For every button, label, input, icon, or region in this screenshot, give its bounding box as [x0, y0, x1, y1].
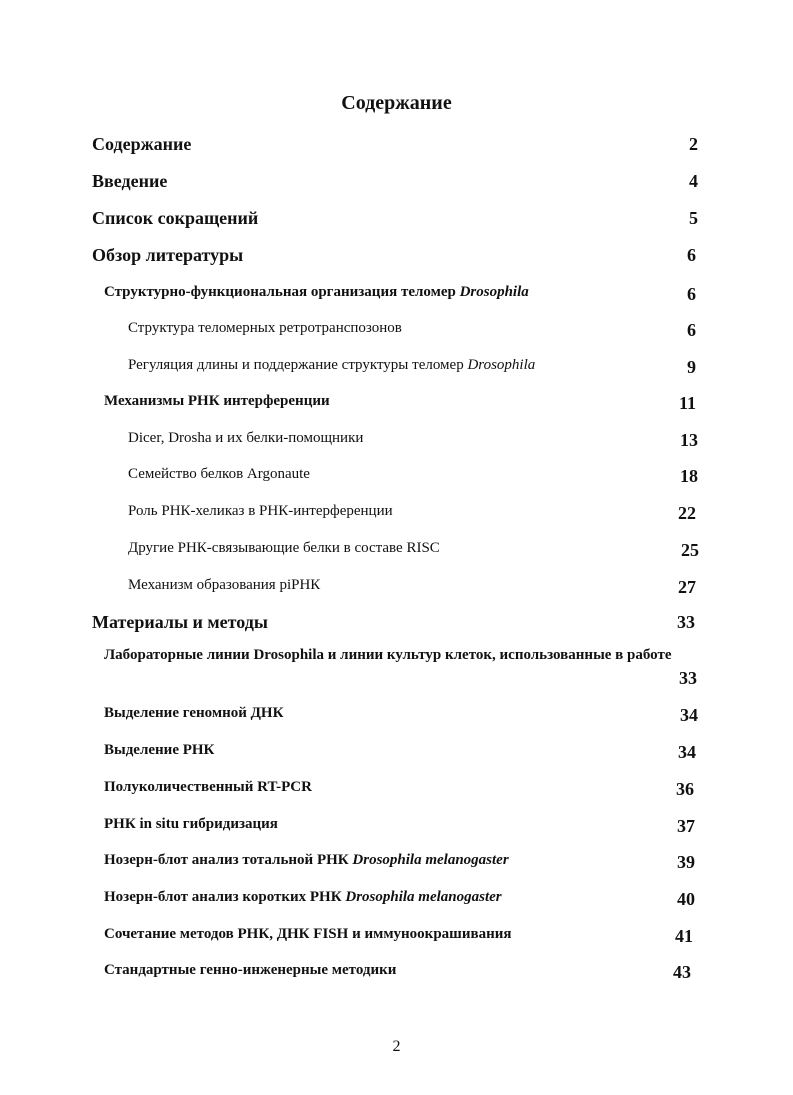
toc-entry-page: 18: [680, 466, 698, 486]
toc-entry-page: 40: [677, 889, 695, 909]
toc-entry-genomic-dna[interactable]: [0, 705, 793, 733]
toc-entry-label: [128, 357, 535, 374]
toc-entry-dicer-drosha[interactable]: [0, 430, 793, 458]
toc-entry-page: 39: [677, 852, 695, 872]
toc-entry-telomere-regulation[interactable]: [0, 357, 793, 385]
toc-entry-label: РНК in situ гибридизация: [104, 816, 278, 832]
toc-entry-rna-isolation[interactable]: [0, 742, 793, 770]
toc-entry-label-italic: Drosophila: [467, 357, 536, 373]
toc-entry-contents[interactable]: [0, 134, 793, 162]
toc-entry-page: 41: [675, 926, 693, 946]
toc-entry-label: [104, 852, 509, 869]
toc-entry-label: Выделение геномной ДНК: [104, 705, 284, 721]
toc-entry-page: 34: [678, 742, 696, 762]
toc-entry-page: 34: [680, 705, 698, 725]
toc-entry-argonaute[interactable]: [0, 466, 793, 494]
toc-entry-label: Обзор литературы: [92, 245, 244, 265]
toc-entry-page: 2: [689, 134, 698, 154]
toc-entry-label: Другие РНК-связывающие белки в составе RISC: [128, 540, 440, 556]
toc-entry-label-text: Регуляция длины и поддержание структуры теломер: [128, 357, 468, 373]
toc-entry-drosophila-lines[interactable]: [0, 644, 793, 692]
toc-entry-label: Выделение РНК: [104, 742, 215, 758]
toc-entry-page: 5: [689, 208, 698, 228]
toc-entry-page: 43: [673, 962, 691, 982]
toc-entry-label: [104, 889, 502, 906]
toc-entry-label-italic: Drosophila melanogaster: [352, 852, 509, 868]
toc-entry-label: Механизмы РНК интерференции: [104, 393, 330, 409]
toc-entry-risc-proteins[interactable]: [0, 540, 793, 568]
toc-entry-rt-pcr[interactable]: [0, 779, 793, 807]
toc-entry-materials-methods[interactable]: [0, 612, 793, 640]
toc-entry-fish-immunostaining[interactable]: [0, 926, 793, 954]
page-title: Содержание: [341, 92, 452, 114]
toc-entry-page: 37: [677, 816, 695, 836]
toc-entry-label: Стандартные генно-инженерные методики: [104, 962, 397, 978]
toc-entry-rna-helicases[interactable]: [0, 503, 793, 531]
toc-entry-page: 27: [678, 577, 696, 597]
toc-entry-page: 13: [680, 430, 698, 450]
toc-entry-label: Список сокращений: [92, 208, 259, 228]
toc-entry-rnai-mechanisms[interactable]: [0, 393, 793, 421]
toc-entry-label: Лабораторные линии Drosophila и линии культур клеток, использованные в работе: [104, 647, 672, 663]
toc-entry-northern-total[interactable]: [0, 852, 793, 880]
toc-entry-label: Материалы и методы: [92, 612, 268, 632]
toc-entry-page: 33: [679, 668, 697, 688]
toc-entry-label: Dicer, Drosha и их белки-помощники: [128, 430, 364, 446]
toc-entry-telomere-organization[interactable]: [0, 284, 793, 312]
toc-entry-label: Механизм образования piРНК: [128, 577, 321, 593]
toc-entry-page: 22: [678, 503, 696, 523]
toc-entry-page: 11: [678, 393, 696, 413]
toc-entry-page: 25: [681, 540, 699, 560]
toc-entry-genetic-engineering[interactable]: [0, 962, 793, 990]
page-number: 2: [392, 1038, 401, 1055]
toc-entry-pirna-biogenesis[interactable]: [0, 577, 793, 605]
toc-entry-label-italic: Drosophila melanogaster: [345, 889, 502, 905]
toc-entry-label-italic: Drosophila: [459, 284, 529, 300]
toc-entry-label: [104, 284, 529, 301]
toc-entry-label-text: Нозерн-блот анализ коротких РНК: [104, 889, 346, 905]
toc-entry-retrotransposons[interactable]: [0, 320, 793, 348]
toc-entry-page: 9: [687, 357, 696, 377]
toc-entry-northern-short[interactable]: [0, 889, 793, 917]
toc-entry-label: Семейство белков Argonaute: [128, 466, 310, 482]
toc-entry-page: 6: [687, 284, 696, 304]
toc-entry-label: Сочетание методов РНК, ДНК FISH и иммуноокрашивания: [104, 926, 512, 942]
toc-entry-page: 36: [676, 779, 694, 799]
toc-entry-label: Содержание: [92, 134, 192, 154]
toc-entry-page: 6: [687, 245, 696, 265]
toc-entry-label: Полуколичественный RT-PCR: [104, 779, 312, 795]
toc-entry-label: Роль РНК-хеликаз в РНК-интерференции: [128, 503, 393, 519]
toc-entry-label-text: Нозерн-блот анализ тотальной РНК: [104, 852, 353, 868]
toc-entry-label-text: Структурно-функциональная организация теломер: [104, 284, 460, 300]
toc-entry-page: 33: [677, 612, 695, 632]
toc-entry-label: Введение: [92, 171, 168, 191]
toc-entry-page: 6: [687, 320, 696, 340]
toc-entry-introduction[interactable]: [0, 171, 793, 199]
toc-entry-in-situ[interactable]: [0, 816, 793, 844]
toc-entry-literature-review[interactable]: [0, 245, 793, 273]
toc-entry-label: Структура теломерных ретротранспозонов: [128, 320, 402, 336]
toc-entry-abbreviations[interactable]: [0, 208, 793, 236]
toc-entry-page: 4: [689, 171, 698, 191]
